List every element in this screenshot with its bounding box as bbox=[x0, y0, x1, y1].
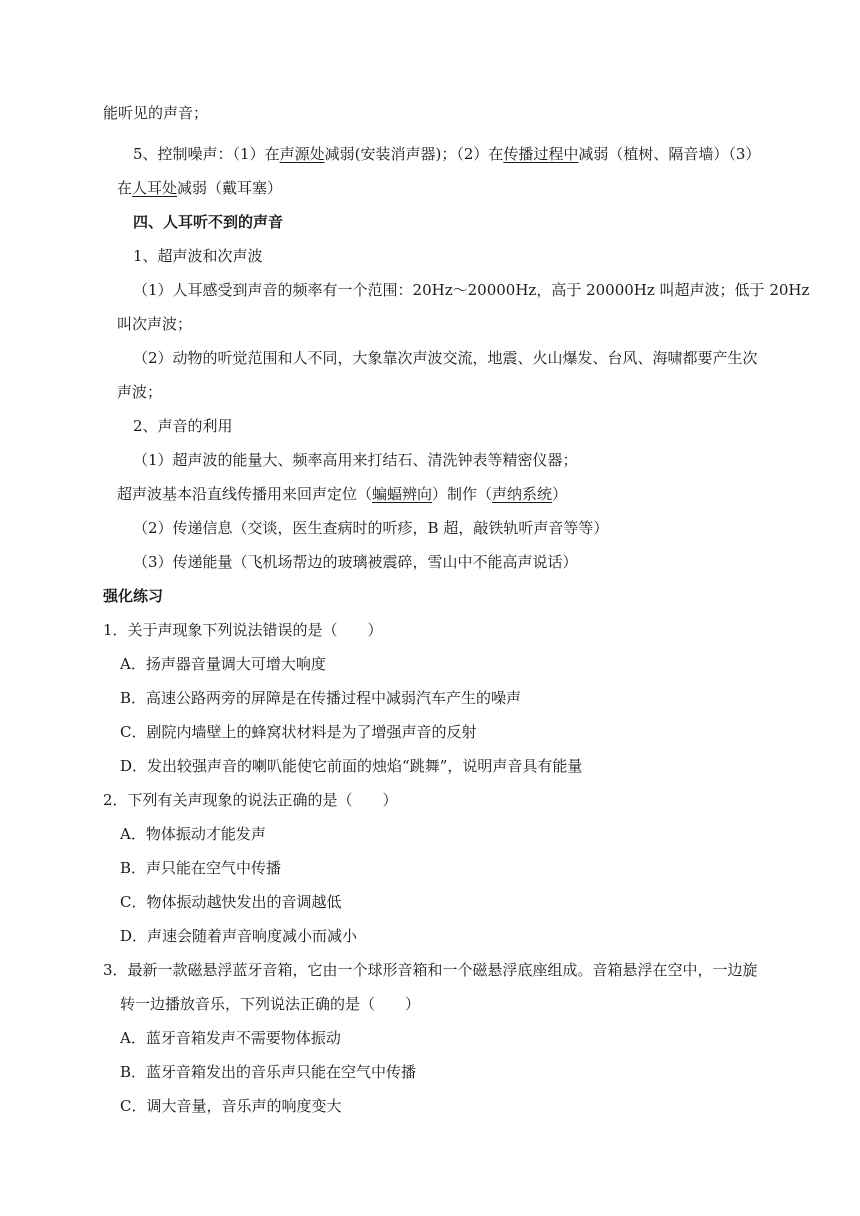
noise-control-line-2 bbox=[117, 178, 282, 198]
question-1-option-a: A．扬声器音量调大可增大响度 bbox=[120, 655, 326, 673]
question-1-option-c: C．剧院内墙壁上的蜂窝状材料是为了增强声音的反射 bbox=[120, 723, 477, 741]
noise-text-4: 在 bbox=[117, 179, 133, 197]
noise-text-1: 5、控制噪声：（1）在 bbox=[133, 145, 280, 163]
use-1b-text-3: ） bbox=[552, 485, 568, 503]
item-1-line-2: 叫次声波； bbox=[117, 315, 193, 333]
item-1-line-1: （1）人耳感受到声音的频率有一个范围：20Hz～20000Hz，高于 20000Hz 叫超声波；低于 20Hz bbox=[133, 281, 810, 299]
question-2-option-b: B．声只能在空气中传播 bbox=[120, 859, 282, 877]
question-3-option-c: C．调大音量，音乐声的响度变大 bbox=[120, 1097, 342, 1115]
question-2-option-d: D．声速会随着声音响度减小而减小 bbox=[120, 927, 358, 945]
noise-underline-propagation: 传播过程中 bbox=[503, 145, 579, 163]
use-1b-underline-bat: 蝙蝠辨向 bbox=[372, 485, 433, 503]
question-3-stem-line-1: 3．最新一款磁悬浮蓝牙音箱，它由一个球形音箱和一个磁悬浮底座组成。音箱悬浮在空中，一边旋 bbox=[103, 961, 758, 979]
use-1b-text-1: 超声波基本沿直线传播用来回声定位（ bbox=[117, 485, 373, 503]
subsection-1-title: 1、超声波和次声波 bbox=[133, 247, 263, 265]
section-4-heading: 四、人耳听不到的声音 bbox=[133, 213, 284, 231]
noise-text-2: 减弱(安装消声器)；（2）在 bbox=[324, 145, 504, 163]
use-1b-line bbox=[117, 484, 567, 504]
intro-tail-line: 能听见的声音； bbox=[103, 104, 209, 122]
question-3-stem-line-2: 转一边播放音乐，下列说法正确的是（ ） bbox=[120, 995, 421, 1013]
question-3-option-b: B．蓝牙音箱发出的音乐声只能在空气中传播 bbox=[120, 1063, 417, 1081]
question-1-option-d: D．发出较强声音的喇叭能使它前面的烛焰“跳舞”，说明声音具有能量 bbox=[120, 757, 583, 775]
question-1-stem: 1．关于声现象下列说法错误的是（ ） bbox=[103, 621, 383, 639]
use-3-line: （3）传递能量（飞机场帮边的玻璃被震碎，雪山中不能高声说话） bbox=[133, 553, 578, 571]
use-2-line: （2）传递信息（交谈，医生查病时的听疹，B 超，敲铁轨听声音等等） bbox=[133, 519, 609, 537]
noise-control-line-1 bbox=[133, 144, 760, 164]
noise-text-5: 减弱（戴耳塞） bbox=[177, 179, 283, 197]
question-2-option-a: A．物体振动才能发声 bbox=[120, 825, 266, 843]
item-2-line-2: 声波； bbox=[117, 383, 163, 401]
question-2-stem: 2．下列有关声现象的说法正确的是（ ） bbox=[103, 791, 398, 809]
use-1-line: （1）超声波的能量大、频率高用来打结石、清洗钟表等精密仪器； bbox=[133, 451, 578, 469]
item-2-line-1: （2）动物的听觉范围和人不同，大象靠次声波交流，地震、火山爆发、台风、海啸都要产生次 bbox=[133, 349, 758, 367]
use-1b-text-2: ）制作（ bbox=[432, 485, 493, 503]
use-1b-underline-sonar: 声纳系统 bbox=[492, 485, 553, 503]
question-3-option-a: A．蓝牙音箱发声不需要物体振动 bbox=[120, 1029, 341, 1047]
noise-text-3: 减弱（植树、隔音墙）（3） bbox=[578, 145, 761, 163]
noise-underline-source: 声源处 bbox=[279, 145, 325, 163]
question-2-option-c: C．物体振动越快发出的音调越低 bbox=[120, 893, 342, 911]
practice-heading: 强化练习 bbox=[103, 587, 164, 605]
subsection-2-title: 2、声音的利用 bbox=[133, 417, 233, 435]
question-1-option-b: B．高速公路两旁的屏障是在传播过程中减弱汽车产生的噪声 bbox=[120, 689, 522, 707]
noise-underline-ear: 人耳处 bbox=[132, 179, 178, 197]
